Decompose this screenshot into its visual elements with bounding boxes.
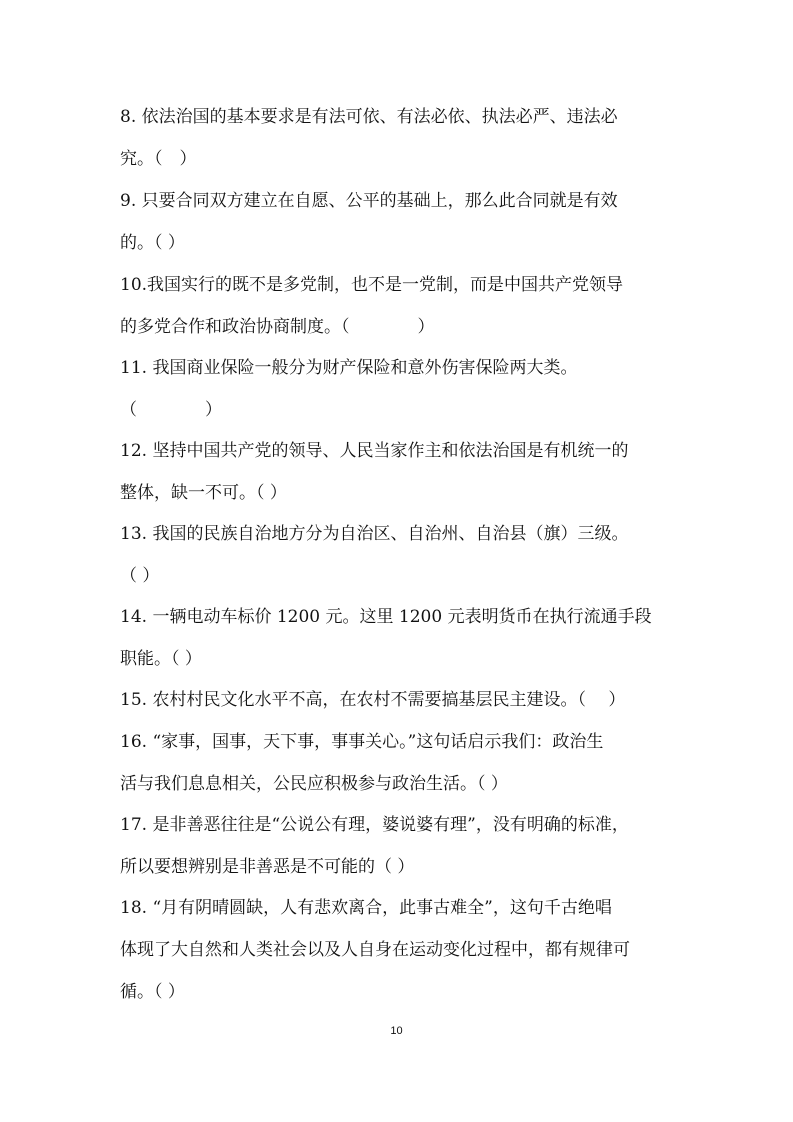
question-line: 16. “家事，国事，天下事，事事关心。”这句话启示我们：政治生: [120, 732, 604, 752]
question-17: [120, 804, 680, 888]
question-14: [120, 596, 680, 680]
question-line: 整体，缺一不可。（ ）: [120, 483, 287, 503]
question-line: 的。（ ）: [120, 233, 185, 253]
question-line: 10.我国实行的既不是多党制，也不是一党制，而是中国共产党领导: [120, 275, 624, 295]
question-12: [120, 430, 680, 514]
question-line: 循。（ ）: [120, 982, 185, 1002]
question-line: （ ）: [120, 566, 160, 586]
question-16: [120, 721, 680, 805]
question-18: [120, 887, 680, 1013]
question-9: [120, 180, 680, 264]
question-line: 所以要想辨别是非善恶是不可能的（ ）: [120, 857, 415, 877]
question-line: 18. “月有阴晴圆缺，人有悲欢离合，此事古难全”，这句千古绝唱: [120, 898, 612, 918]
question-line: 11. 我国商业保险一般分为财产保险和意外伤害保险两大类。: [120, 358, 578, 378]
question-8: [120, 96, 680, 180]
question-line: 13. 我国的民族自治地方分为自治区、自治州、自治县（旗）三级。: [120, 524, 629, 544]
question-line: 8. 依法治国的基本要求是有法可依、有法必依、执法必严、违法必: [120, 107, 618, 127]
question-line: 9. 只要合同双方建立在自愿、公平的基础上，那么此合同就是有效: [120, 191, 618, 211]
question-15: [120, 679, 680, 721]
question-line: （ ）: [120, 400, 222, 420]
question-line: 12. 坚持中国共产党的领导、人民当家作主和依法治国是有机统一的: [120, 441, 629, 461]
question-line: 17. 是非善恶往往是“公说公有理，婆说婆有理”，没有明确的标准，: [120, 815, 629, 835]
question-line: 职能。（ ）: [120, 649, 202, 669]
question-line: 活与我们息息相关，公民应积极参与政治生活。（ ）: [120, 774, 508, 794]
question-line: 14. 一辆电动车标价 1200 元。这里 1200 元表明货币在执行流通手段: [120, 607, 652, 627]
question-line: 15. 农村村民文化水平不高，在农村不需要搞基层民主建设。（ ）: [120, 690, 626, 710]
question-11: [120, 347, 680, 431]
question-line: 究。（ ）: [120, 149, 197, 169]
question-13: [120, 513, 680, 597]
question-line: 体现了大自然和人类社会以及人自身在运动变化过程中，都有规律可: [120, 940, 630, 960]
question-line: 的多党合作和政治协商制度。（ ）: [120, 317, 435, 337]
question-10: [120, 264, 680, 348]
page-number: 10: [390, 1025, 403, 1037]
